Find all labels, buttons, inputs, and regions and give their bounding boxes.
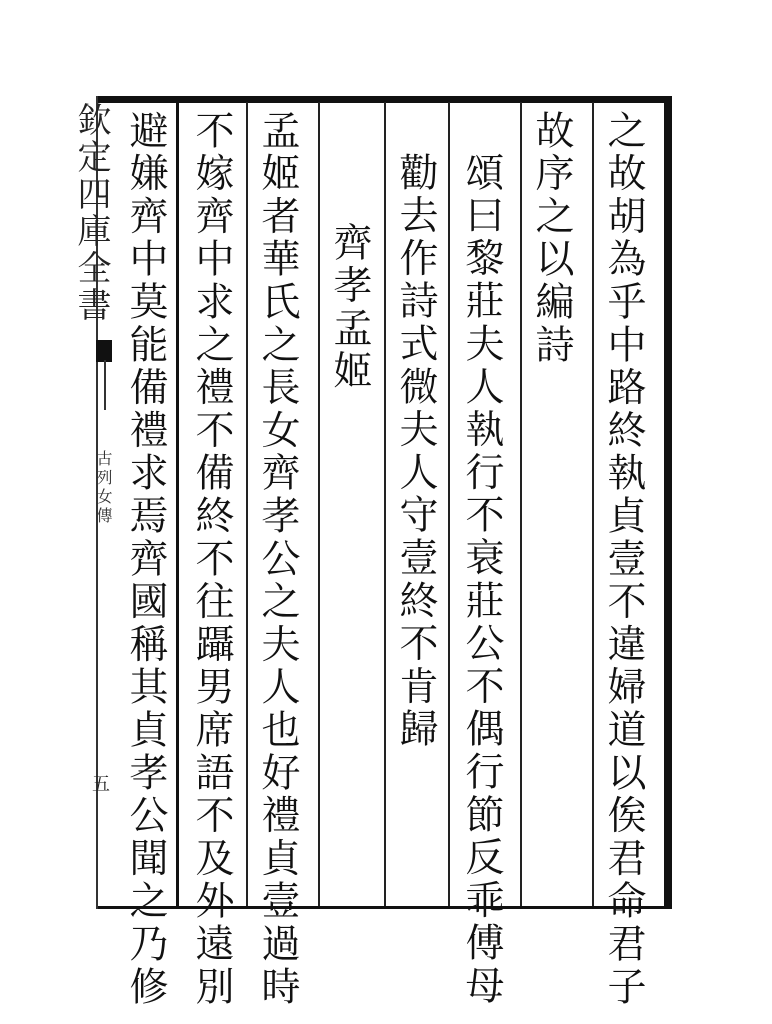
column-rule — [520, 102, 522, 906]
frame-right-border — [664, 96, 672, 909]
frame-bottom-border — [96, 906, 671, 909]
column-rule — [318, 102, 320, 906]
column-rule — [592, 102, 594, 906]
text-column-1: 之故胡為乎中路終執貞壹不違婦道以俟君命君子 — [601, 110, 646, 1009]
column-rule — [448, 102, 450, 906]
gutter-line — [176, 100, 179, 908]
text-column-8: 避嫌齊中莫能備禮求焉齊國稱其貞孝公聞之乃修 — [123, 110, 168, 1009]
fish-tail-line — [104, 360, 106, 410]
column-rule — [246, 102, 248, 906]
book-title: 古列女傳 — [94, 450, 113, 526]
column-rule — [384, 102, 386, 906]
text-column-4: 勸去作詩式微夫人守壹終不肯歸 — [393, 152, 438, 752]
section-heading: 齊孝孟姬 — [327, 222, 372, 394]
fish-tail-mark — [96, 340, 112, 362]
text-column-6: 孟姬者華氏之長女齊孝公之夫人也好禮貞壹過時 — [255, 110, 300, 1009]
text-column-7: 不嫁齊中求之禮不備終不往躡男席語不及外遠別 — [189, 110, 234, 1009]
text-column-2: 故序之以編詩 — [529, 110, 574, 367]
page-number: 五 — [92, 774, 110, 795]
text-column-3: 頌曰黎莊夫人執行不衰莊公不偶行節反乖傅母 — [459, 152, 504, 1008]
edge-title: 欽定四庫全書 — [71, 102, 111, 324]
